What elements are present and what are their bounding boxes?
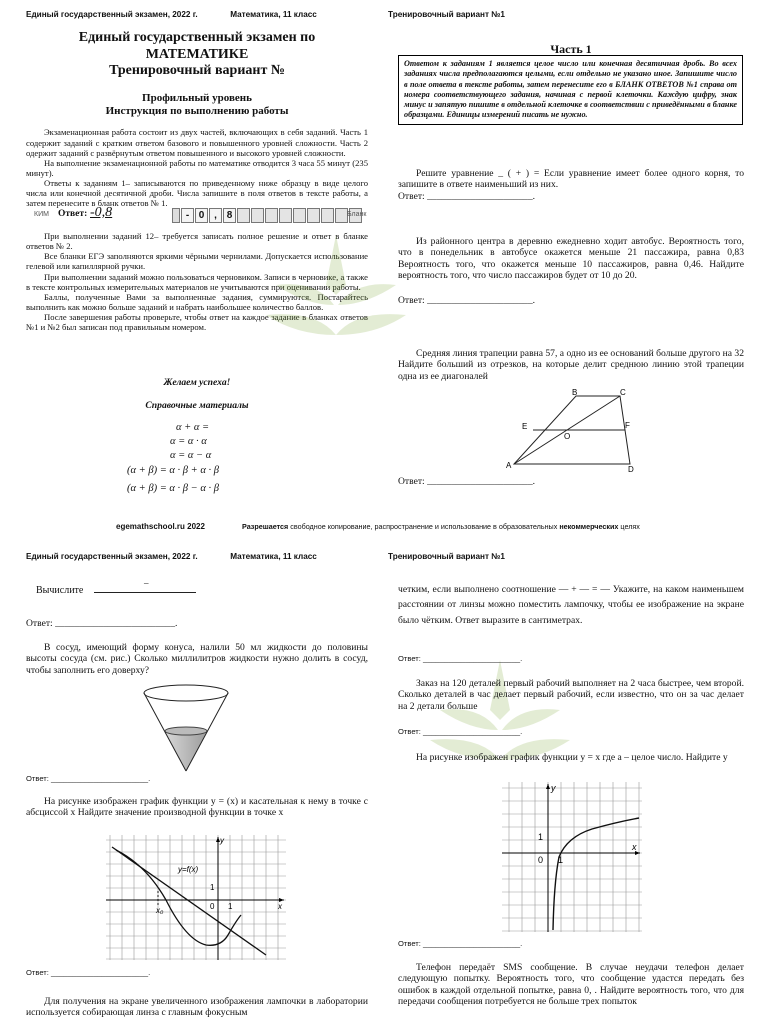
task-8-text: Заказ на 120 деталей первый рабочий выполняет на 2 часа быстрее, чем второй. Сколько деталей в час делает первый рабочий, если известно, что он за час делает на 2 детали больше [398, 678, 744, 712]
tangent-line [112, 847, 266, 955]
blank-cell-empty [265, 208, 278, 223]
function-label: y=f(x) [178, 865, 199, 874]
sample-answer-label: Ответ: [58, 209, 88, 219]
task-2-text: Из районного центра в деревню ежедневно ходит автобус. Вероятность того, что в понедельник в автобусе окажется меньше 21 пассажира, равна 0,83 Вероятность того, что окажется меньше 10 пассажиров, равна 0,46. Найдите вероятность того, что число пассажиров будет от 10 до 20. [398, 236, 744, 281]
part1-title: Часть 1 [550, 42, 592, 56]
y-axis-arrow [546, 784, 550, 789]
wish-text: Желаем успеха! [163, 377, 231, 388]
label-F: F [625, 421, 630, 430]
sample-kim-label: КИМ [34, 211, 49, 218]
label-A: A [506, 461, 512, 470]
function-graph-2 [502, 782, 642, 932]
header-variant: Тренировочный вариант №1 [388, 552, 505, 561]
formula-1: α + α = [176, 422, 210, 433]
formula-5: (α + β) = α · β − α · β [127, 483, 219, 494]
task-1-text: Решите уравнение _ ( + ) = Если уравнение имеет более одного корня, то запишите в ответе наименьший из них. [398, 168, 744, 191]
instructions-title: Инструкция по выполнению работы [105, 104, 289, 117]
blank-cell-empty [251, 208, 264, 223]
task-7-continued [398, 582, 744, 628]
task-9 [398, 752, 744, 763]
level-title: Профильный уровень [142, 91, 252, 104]
grid [106, 835, 286, 960]
task-6-text: На рисунке изображен график функции y = (x) и касательная к нему в точке с абсциссой x Найдите значение производной функции в точке x [26, 796, 368, 819]
blank-cell: 0 [195, 208, 208, 223]
footer-license [242, 523, 640, 531]
trapezoid-figure [500, 388, 650, 474]
task-6 [26, 796, 368, 819]
page1-header [26, 10, 317, 20]
instr-paragraph: На выполнение экзаменационной работы по математике отводится 3 часа 55 минут (235 минут). [26, 157, 368, 179]
fraction-bar [94, 592, 196, 593]
answer-field: Ответ: _______________________. [26, 968, 151, 977]
blank-cell-empty [279, 208, 292, 223]
task-1 [398, 168, 744, 202]
task-7-cont-text: четким, если выполнено соотношение — + — = — Укажите, на каком наименьшем расстоянии от линзы можно поместить лампочку, чтобы ее изображение на экране было чётким. Ответ выразите в сантиметрах. [398, 584, 744, 626]
header-subject: Математика, 11 класс [230, 552, 317, 561]
task-2 [398, 236, 744, 307]
watermark-logo [256, 225, 416, 345]
formula-2: α = α · α [170, 436, 207, 447]
page2-header [26, 552, 317, 562]
task-10-text: Телефон передаёт SMS сообщение. В случае неудачи телефон делает следующую попытку. Вероятность того, что сообщение удастся передать без ошибок в каждой отдельной попытке, равна 0, . Найдите вероятность того, что для передачи сообщения потребуется не больше трех попыток [398, 962, 744, 1007]
answer-field: Ответ: _______________________. [398, 939, 523, 948]
sample-answer-cells [172, 208, 363, 223]
sample-blank-label: Бланк [347, 211, 367, 218]
task-3-text: Средняя линия трапеции равна 57, а одно из ее оснований больше другого на 32 Найдите больший из отрезков, на которые делит среднюю линию этой трапеции одна из ее диагоналей [398, 348, 744, 382]
x-tick-1: 1 [228, 902, 233, 911]
x0-label: x₀ [156, 906, 164, 915]
header-variant: Тренировочный вариант №1 [388, 10, 505, 19]
fraction-dash: – [144, 578, 149, 588]
grid [502, 782, 642, 932]
task-7-text: Для получения на экране увеличенного изображения лампочки в лаборатории используется собирающая линза с главным фокусным [26, 996, 368, 1019]
answer-field: Ответ: ______________________. [398, 476, 536, 487]
y-axis-label: y [220, 836, 224, 845]
task-8 [398, 678, 744, 712]
footer-license-bold: некоммерческих [559, 522, 619, 531]
y-tick-1: 1 [538, 832, 544, 842]
instr-paragraph: После завершения работы проверьте, чтобы ответ на каждое задание в бланках ответов №1 и №2 был записан под правильным номером. [26, 312, 368, 333]
variant-title: Тренировочный вариант № [109, 63, 285, 79]
header-exam: Единый государственный экзамен, 2022 г. [26, 10, 198, 19]
reference-title: Справочные материалы [145, 400, 249, 411]
label-O: O [564, 432, 571, 441]
cone-liquid [165, 731, 207, 771]
answer-field: Ответ: ______________________. [398, 295, 536, 307]
blank-cell-empty [293, 208, 306, 223]
header-exam: Единый государственный экзамен, 2022 г. [26, 552, 198, 561]
instr-paragraph: При выполнении заданий 12– требуется записать полное решение и ответ в бланке ответов № 2. [26, 231, 368, 252]
y-axis-label: y [551, 783, 556, 793]
task-7 [26, 996, 368, 1019]
blank-cell-number [172, 208, 180, 223]
blank-cell: 8 [223, 208, 236, 223]
task-10 [398, 962, 744, 1007]
blank-cell-empty [307, 208, 320, 223]
answer-field: Ответ: _______________________. [398, 654, 523, 663]
task-5 [26, 642, 368, 676]
cone-rim [144, 685, 228, 701]
x-tick-1: 1 [558, 855, 564, 865]
header-subject: Математика, 11 класс [230, 10, 317, 19]
liquid-surface [165, 727, 207, 735]
part1-note: Ответом к заданиям 1 является целое число или конечная десятичная дробь. Во всех заданиях числа предполагаются целыми, если отдельно не указано иное. Запишите число в поле ответа в тексте работы, затем перенесите его в БЛАНК ОТВЕТОВ №1 справа от номера соответствующего задания, начиная с первой клеточки. Каждую цифру, знак минус и запятую пишите в отдельной клеточке в соответствии с приведёнными в бланке образцами. Единицы измерений писать не нужно. [398, 55, 743, 125]
answer-field: Ответ: ______________________. [398, 190, 536, 202]
footer-license-bold: Разрешается [242, 522, 289, 531]
task-4-text: Вычислите [36, 585, 84, 596]
label-E: E [522, 422, 528, 431]
function-tangent-graph [106, 835, 286, 960]
answer-field: Ответ: _________________________. [26, 618, 178, 629]
y-tick-1: 1 [210, 883, 215, 892]
blank-cell-empty [321, 208, 334, 223]
label-B: B [572, 388, 578, 397]
blank-cell: - [181, 208, 194, 223]
origin-label: 0 [538, 855, 544, 865]
formula-4: (α + β) = α · β + α · β [127, 465, 219, 476]
answer-field: Ответ: _______________________. [26, 774, 151, 783]
footer-license-text: целях [618, 522, 640, 531]
sample-answer-value: -0,8 [90, 205, 113, 220]
cone-figure [140, 683, 232, 775]
blank-cell: , [209, 208, 222, 223]
exam-title: Единый государственный экзамен по МАТЕМАТИКЕ [78, 30, 316, 62]
footer-site: egemathschool.ru 2022 [116, 522, 205, 531]
x-axis-label: x [278, 902, 282, 911]
task-3 [398, 348, 744, 382]
origin-label: 0 [210, 902, 215, 911]
footer-license-text: свободное копирование, распространение и использование в образовательных [288, 522, 560, 531]
page1-left-column [26, 30, 368, 209]
instr-paragraph: Все бланки ЕГЭ заполняются яркими чёрными чернилами. Допускается использование гелевой или капиллярной ручки. [26, 251, 368, 272]
instr-paragraph: При выполнении заданий можно пользоваться черновиком. Записи в черновике, а также в тексте контрольных измерительных материалов не учитываются при оценивании работы. [26, 271, 368, 292]
answer-field: Ответ: _______________________. [398, 727, 523, 736]
x-axis-label: x [632, 842, 637, 852]
blank-cell-empty [237, 208, 250, 223]
label-C: C [620, 388, 626, 397]
instr-paragraph: Баллы, полученные Вами за выполненные задания, суммируются. Постарайтесь выполнить как можно больше заданий и набрать наибольшее количество баллов. [26, 291, 368, 312]
instr-paragraph: Экзаменационная работа состоит из двух частей, включающих в себя заданий. Часть 1 содержит заданий с кратким ответом базового и повышенного уровней сложности. Часть 2 одержит заданий с развёрнутым ответом повышенного и высокого уровней сложности. [26, 127, 368, 158]
instr-paragraph: Ответы к заданиям 1– записываются по приведенному ниже образцу в виде целого числа или конечной десятичной дроби. Числа запишите в поля ответов в тексте работы, а затем перенесите в бланк ответов № 1. [26, 178, 368, 209]
label-D: D [628, 465, 634, 474]
formula-3: α = α − α [170, 450, 212, 461]
task-9-text: На рисунке изображен график функции y = x где a – целое число. Найдите y [416, 752, 728, 763]
task-5-text: В сосуд, имеющий форму конуса, налили 50 мл жидкости до половины высоты сосуда (см. рис.) Сколько миллилитров жидкости нужно долить в сосуд, чтобы заполнить его доверху? [26, 642, 368, 676]
